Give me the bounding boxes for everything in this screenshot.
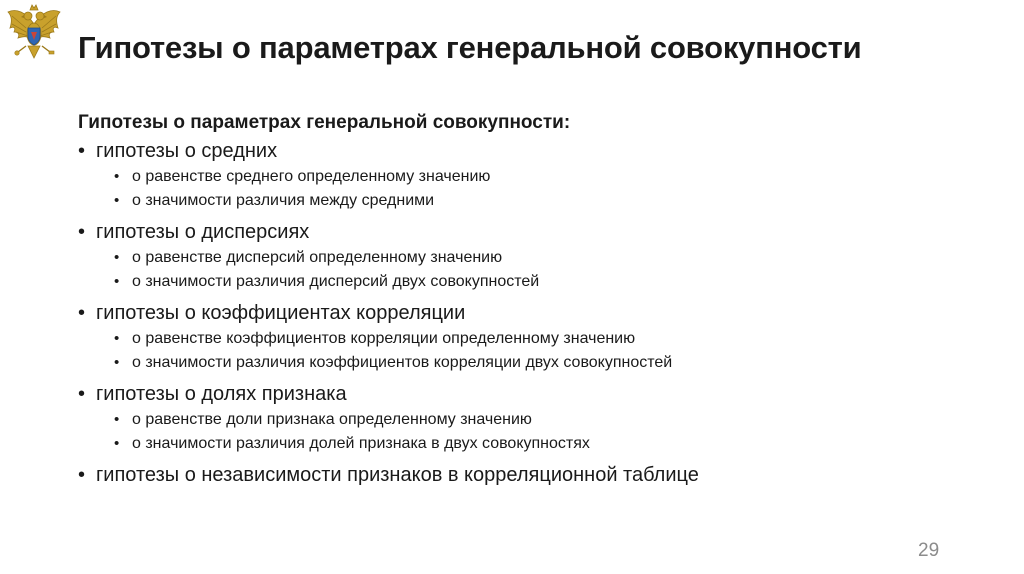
slide-content: [78, 108, 978, 489]
sub-list: [78, 246, 978, 294]
list-item: [78, 300, 978, 375]
sub-item-label: о значимости различия коэффициентов корреляции двух совокупностей: [132, 354, 673, 371]
emblem-logo-icon: [4, 2, 64, 66]
bullet-icon: •: [78, 140, 86, 162]
bullet-icon: •: [114, 354, 120, 371]
sub-list-item: [114, 246, 978, 270]
list-item: [78, 381, 978, 456]
bullet-icon: •: [114, 168, 120, 185]
sub-list: [78, 408, 978, 456]
group-row: [78, 219, 978, 246]
bullet-icon: •: [114, 192, 120, 209]
sub-list-item: [114, 270, 978, 294]
bullet-icon: •: [114, 411, 120, 428]
double-headed-eagle-emblem-icon: [4, 2, 64, 66]
group-label: гипотезы о дисперсиях: [96, 221, 310, 243]
sub-item-label: о равенстве доли признака определенному значению: [132, 411, 532, 428]
bullet-icon: •: [114, 273, 120, 290]
bullet-icon: •: [114, 330, 120, 347]
hypotheses-list: [78, 138, 978, 489]
page-number: 29: [918, 540, 940, 561]
list-item: [78, 462, 978, 489]
sub-item-label: о равенстве среднего определенному значению: [132, 168, 491, 185]
sub-list: [78, 165, 978, 213]
sub-item-label: о равенстве дисперсий определенному значению: [132, 249, 503, 266]
slide-title: Гипотезы о параметрах генеральной совокупности: [78, 30, 862, 65]
list-item: [78, 219, 978, 294]
sub-list: [78, 327, 978, 375]
sub-list-item: [114, 432, 978, 456]
group-row: [78, 138, 978, 165]
content-heading: Гипотезы о параметрах генеральной совокупности:: [78, 112, 571, 133]
sub-list-item: [114, 351, 978, 375]
group-row: [78, 381, 978, 408]
group-label: гипотезы о независимости признаков в корреляционной таблице: [96, 464, 699, 486]
group-label: гипотезы о долях признака: [96, 383, 347, 405]
group-row: [78, 462, 978, 489]
bullet-icon: •: [78, 464, 86, 486]
sub-item-label: о равенстве коэффициентов корреляции определенному значению: [132, 330, 636, 347]
sub-list-item: [114, 189, 978, 213]
sub-item-label: о значимости различия долей признака в двух совокупностях: [132, 435, 590, 452]
sub-list-item: [114, 327, 978, 351]
bullet-icon: •: [114, 249, 120, 266]
sub-list-item: [114, 408, 978, 432]
list-item: [78, 138, 978, 213]
bullet-icon: •: [114, 435, 120, 452]
bullet-icon: •: [78, 302, 86, 324]
group-label: гипотезы о коэффициентах корреляции: [96, 302, 466, 324]
bullet-icon: •: [78, 221, 86, 243]
sub-item-label: о значимости различия дисперсий двух совокупностей: [132, 273, 540, 290]
group-label: гипотезы о средних: [96, 140, 278, 162]
group-row: [78, 300, 978, 327]
bullet-icon: •: [78, 383, 86, 405]
sub-list-item: [114, 165, 978, 189]
sub-item-label: о значимости различия между средними: [132, 192, 435, 209]
